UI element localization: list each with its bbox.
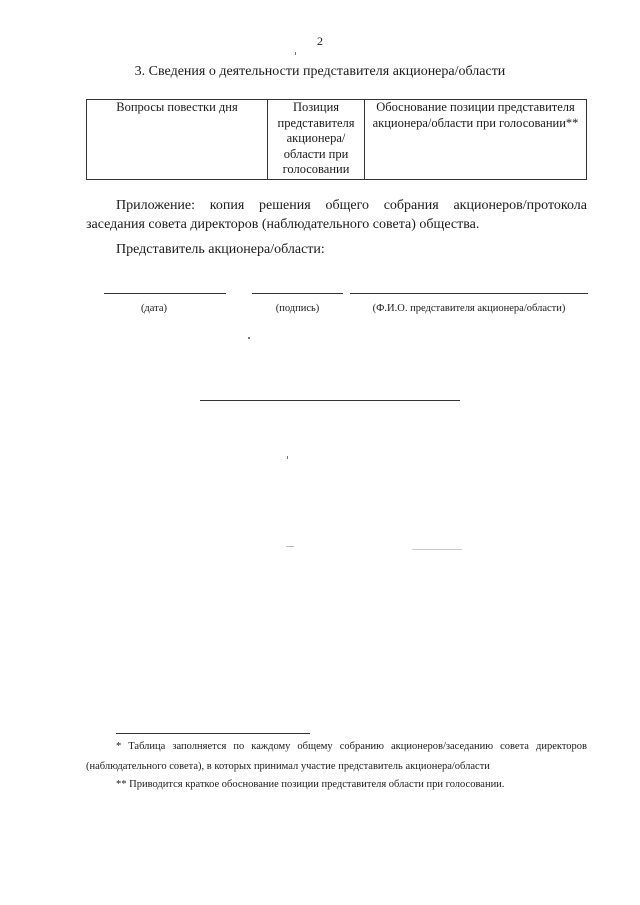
footnote-separator xyxy=(116,733,310,734)
name-label: (Ф.И.О. представителя акционера/области) xyxy=(372,303,566,314)
page-number: 2 xyxy=(317,34,323,48)
scan-speck xyxy=(286,546,294,547)
footnote-2: ** Приводится краткое обоснование позиции представителя области при голосовании. xyxy=(116,779,505,790)
column-header-position: Позиция представителя акционера/ области при голосовании xyxy=(268,100,365,180)
signature-label: (подпись) xyxy=(275,303,320,314)
signature-line xyxy=(252,293,343,294)
section-title: 3. Сведения о деятельности представителя акционера/области xyxy=(134,64,506,79)
voting-table xyxy=(86,99,587,180)
appendix-line-1: Приложение: копия решения общего собрания акционеров/протокола xyxy=(116,198,587,213)
scan-speck xyxy=(248,337,250,339)
date-line xyxy=(104,293,226,294)
table-header-row xyxy=(87,100,587,180)
footnote-1 xyxy=(86,737,587,777)
date-label: (дата) xyxy=(140,303,168,314)
scan-speck xyxy=(295,52,296,55)
footnote-1-line-1: * Таблица заполняется по каждому общему собранию акционеров/заседанию совета директоров xyxy=(116,741,587,752)
appendix-line-2: заседания совета директоров (наблюдательного совета) общества. xyxy=(86,217,480,232)
scan-speck xyxy=(287,456,288,459)
scan-speck xyxy=(412,549,462,550)
footnote-1-line-2: (наблюдательного совета), в которых принимал участие представитель акционера/области xyxy=(86,761,490,772)
name-line xyxy=(350,293,588,294)
column-header-agenda: Вопросы повестки дня xyxy=(87,100,268,180)
separator-line xyxy=(200,400,460,401)
appendix-paragraph xyxy=(86,196,587,234)
column-header-justification: Обоснование позиции представителя акционера/области при голосовании** xyxy=(365,100,587,180)
representative-label: Представитель акционера/области: xyxy=(116,242,325,257)
